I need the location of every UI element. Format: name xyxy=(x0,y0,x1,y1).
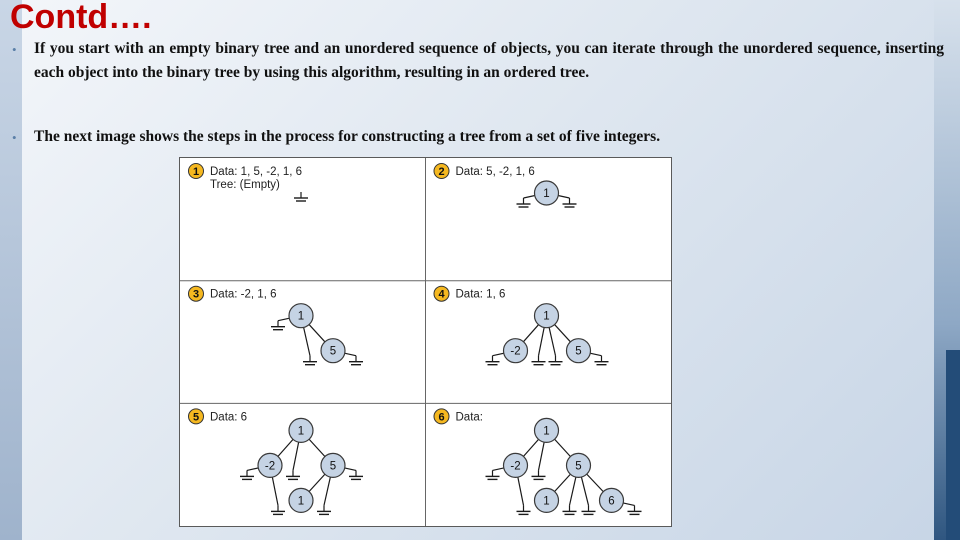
step-number: 3 xyxy=(192,288,200,301)
step-number: 6 xyxy=(438,411,445,424)
tree-construction-figure xyxy=(179,157,672,527)
null-leaf-icon xyxy=(294,192,308,201)
tree-node-label: -2 xyxy=(264,460,276,473)
step-subcaption: Tree: (Empty) xyxy=(210,179,280,191)
null-leaf-icon xyxy=(517,198,531,207)
tree-node-label: 5 xyxy=(575,460,582,473)
null-leaf-icon xyxy=(349,356,363,365)
tree-node-label: 5 xyxy=(575,345,582,358)
null-leaf-icon xyxy=(271,505,285,514)
null-leaf-icon xyxy=(349,470,363,479)
null-leaf-icon xyxy=(532,470,546,479)
tree-node-label: 1 xyxy=(297,495,305,508)
bullet-marker: • xyxy=(12,42,17,57)
step-panel-6 xyxy=(434,409,642,515)
step-panel-3 xyxy=(189,286,364,365)
null-leaf-icon xyxy=(271,321,285,330)
step-number: 2 xyxy=(438,166,445,178)
right-decor-accent xyxy=(946,350,960,540)
step-caption: Data: 5, -2, 1, 6 xyxy=(455,166,535,178)
null-leaf-icon xyxy=(517,505,531,514)
tree-node-label: 1 xyxy=(543,188,550,200)
null-leaf-icon xyxy=(563,505,577,514)
step-number: 4 xyxy=(438,288,445,301)
tree-node-label: 5 xyxy=(329,460,337,473)
step-panel-1 xyxy=(189,164,309,202)
tree-node-label: -2 xyxy=(510,460,521,473)
null-leaf-icon xyxy=(240,470,254,479)
tree-node-label: 1 xyxy=(543,425,550,438)
step-panel-5 xyxy=(189,409,364,515)
step-panel-4 xyxy=(434,286,609,365)
step-panel-2 xyxy=(434,164,577,208)
slide-title: Contd…. xyxy=(10,0,152,36)
tree-steps-diagram xyxy=(180,158,671,526)
bullet-text-2: The next image shows the steps in the process for constructing a tree from a set of five integers. xyxy=(34,128,661,145)
step-number: 5 xyxy=(192,411,200,424)
null-leaf-icon xyxy=(317,505,331,514)
step-caption: Data: 1, 5, -2, 1, 6 xyxy=(210,166,303,178)
null-leaf-icon xyxy=(303,356,317,365)
step-number: 1 xyxy=(192,166,200,178)
left-decor-strip xyxy=(0,0,22,540)
tree-node-label: 1 xyxy=(543,495,550,508)
tree-node-label: 1 xyxy=(297,310,305,323)
null-leaf-icon xyxy=(582,505,596,514)
step-caption: Data: 1, 6 xyxy=(455,288,506,301)
tree-node-label: -2 xyxy=(510,345,521,358)
step-caption: Data: -2, 1, 6 xyxy=(210,288,277,301)
null-leaf-icon xyxy=(286,470,300,479)
bullet-marker: • xyxy=(12,130,17,145)
tree-node-label: 5 xyxy=(329,345,337,358)
step-caption: Data: 6 xyxy=(210,411,248,424)
null-leaf-icon xyxy=(549,356,563,365)
null-leaf-icon xyxy=(628,505,642,514)
null-leaf-icon xyxy=(486,470,500,479)
null-leaf-icon xyxy=(595,356,609,365)
null-leaf-icon xyxy=(563,198,577,207)
tree-node-label: 1 xyxy=(543,310,550,323)
tree-node-label: 6 xyxy=(608,495,615,508)
step-caption: Data: xyxy=(455,411,483,424)
null-leaf-icon xyxy=(532,356,546,365)
bullet-text-1: If you start with an empty binary tree and an unordered sequence of objects, you can iterate through the unordered sequence, inserting each object into the binary tree by using this algorithm, resulting in an ordered tree. xyxy=(34,40,944,81)
null-leaf-icon xyxy=(486,356,500,365)
tree-node-label: 1 xyxy=(297,425,305,438)
